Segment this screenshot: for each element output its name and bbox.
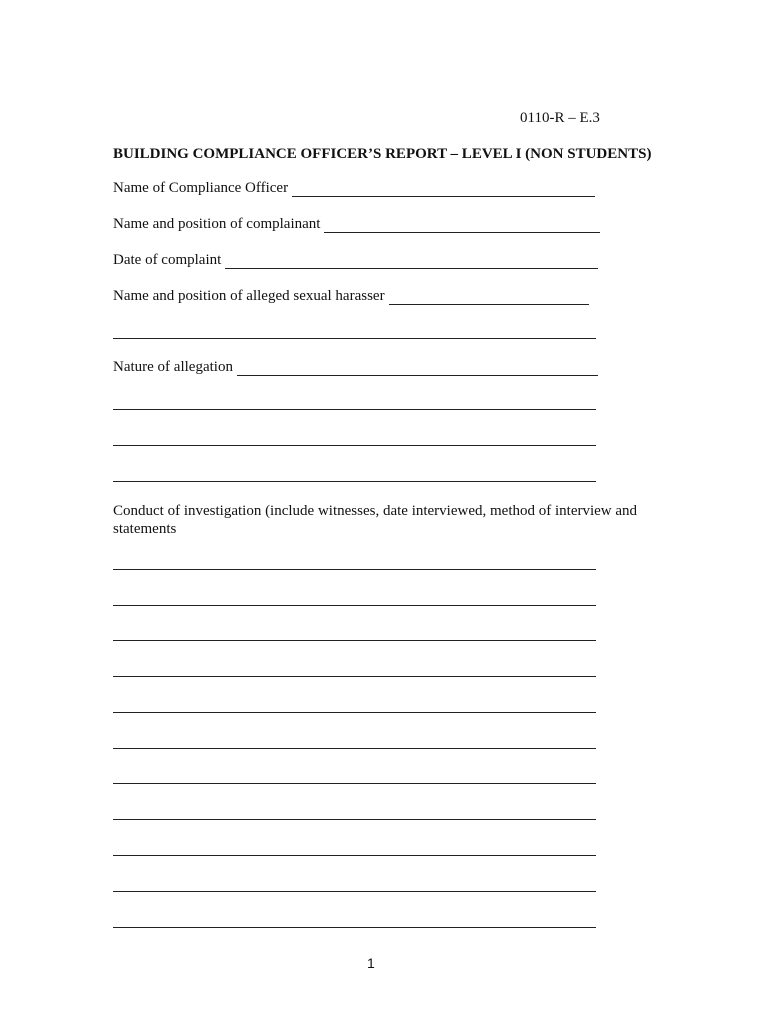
allegation-blank-line[interactable] <box>113 445 596 446</box>
conduct-of-investigation-label: Conduct of investigation (include witnesses, date interviewed, method of interview and statements <box>113 503 638 537</box>
conduct-blank-line[interactable] <box>113 891 596 892</box>
conduct-blank-line[interactable] <box>113 855 596 856</box>
alleged-harasser-field <box>113 288 589 305</box>
form-title: BUILDING COMPLIANCE OFFICER’S REPORT – LEVEL I (NON STUDENTS) <box>113 146 652 162</box>
conduct-blank-line[interactable] <box>113 569 596 570</box>
conduct-blank-line[interactable] <box>113 676 596 677</box>
nature-of-allegation-label: Nature of allegation <box>113 359 233 375</box>
complainant-line[interactable] <box>324 218 600 233</box>
compliance-officer-label: Name of Compliance Officer <box>113 180 289 196</box>
nature-of-allegation-line[interactable] <box>237 361 598 376</box>
allegation-blank-line[interactable] <box>113 481 596 482</box>
alleged-harasser-label: Name and position of alleged sexual harasser <box>113 288 385 304</box>
date-of-complaint-label: Date of complaint <box>113 252 222 268</box>
complainant-field <box>113 216 600 233</box>
alleged-harasser-continuation-line[interactable] <box>113 338 596 339</box>
complainant-label: Name and position of complainant <box>113 216 321 232</box>
conduct-blank-line[interactable] <box>113 640 596 641</box>
conduct-blank-line[interactable] <box>113 927 596 928</box>
compliance-officer-field <box>113 180 595 197</box>
page-number: 1 <box>367 955 375 971</box>
alleged-harasser-line[interactable] <box>389 290 589 305</box>
compliance-officer-line[interactable] <box>292 182 595 197</box>
conduct-blank-line[interactable] <box>113 605 596 606</box>
conduct-blank-line[interactable] <box>113 712 596 713</box>
document-code: 0110-R – E.3 <box>520 110 600 126</box>
date-of-complaint-field <box>113 252 598 269</box>
conduct-blank-line[interactable] <box>113 748 596 749</box>
nature-of-allegation-field <box>113 359 598 376</box>
conduct-blank-line[interactable] <box>113 783 596 784</box>
date-of-complaint-line[interactable] <box>225 254 598 269</box>
allegation-blank-line[interactable] <box>113 409 596 410</box>
conduct-blank-line[interactable] <box>113 819 596 820</box>
